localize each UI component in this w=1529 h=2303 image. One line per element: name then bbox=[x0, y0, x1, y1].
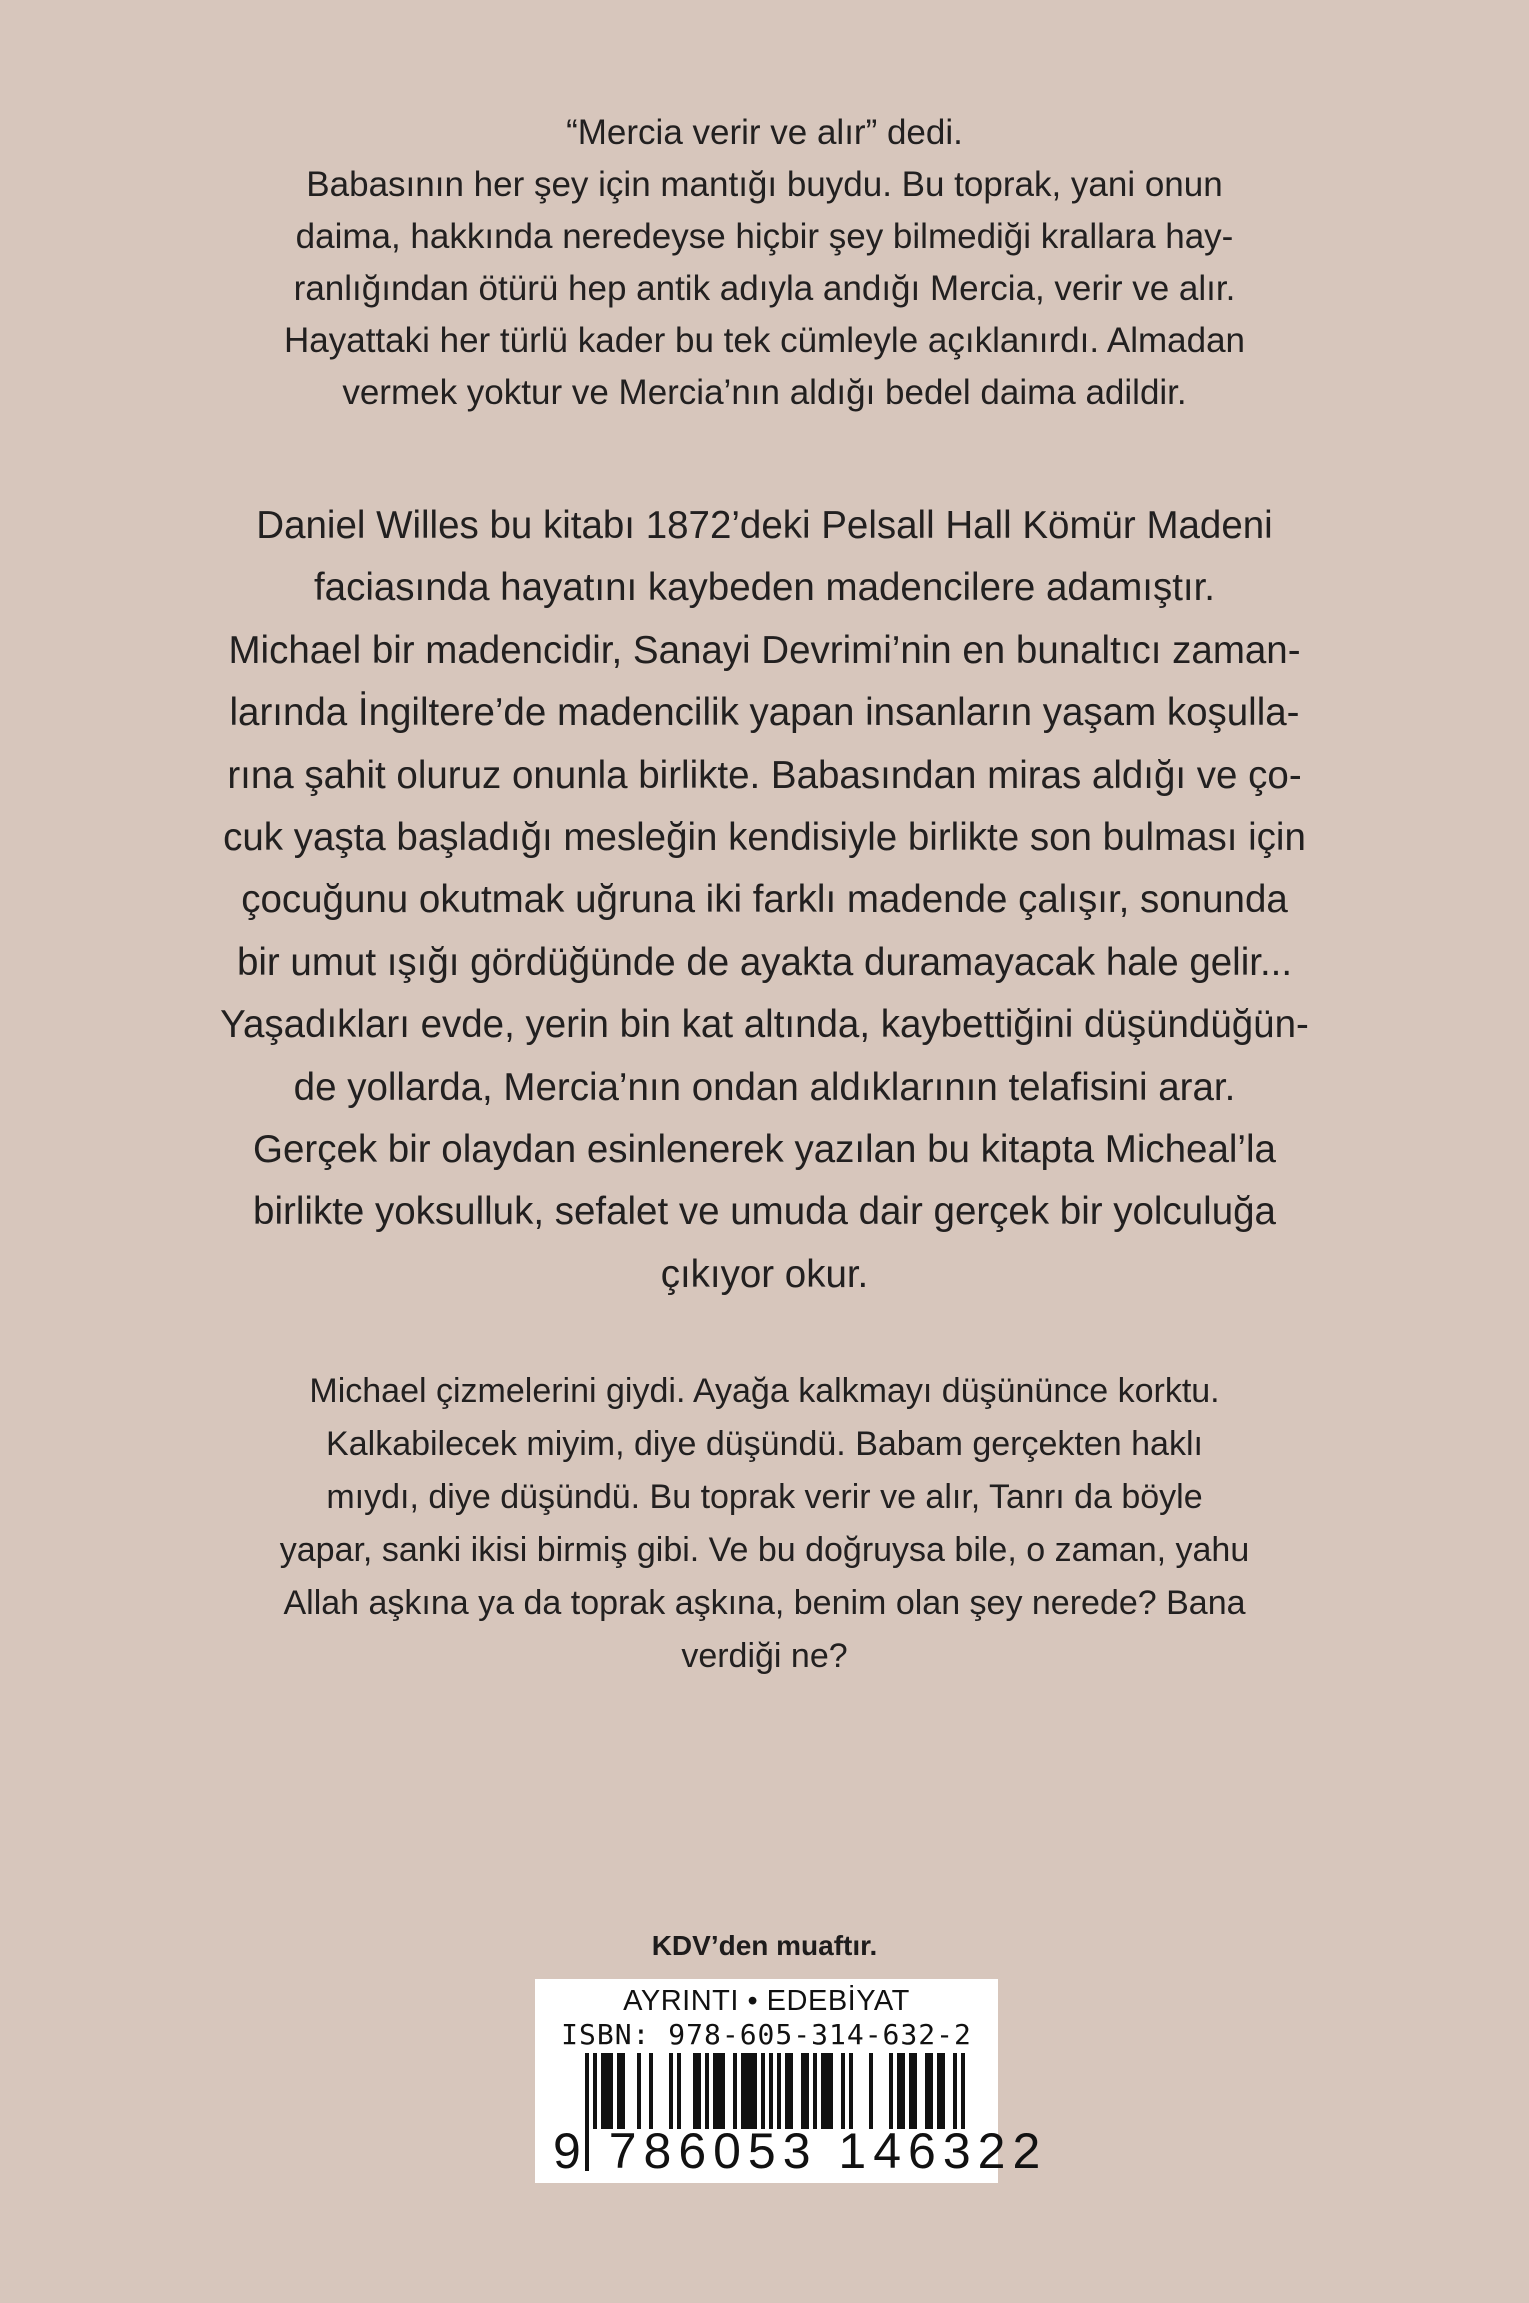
summary-line: çocuğunu okutmak uğruna iki farklı madende çalışır, sonunda bbox=[241, 878, 1288, 922]
excerpt-line: yapar, sanki ikisi birmiş gibi. Ve bu doğruysa bile, o zaman, yahu bbox=[279, 1531, 1250, 1569]
summary-line: Yaşadıkları evde, yerin bin kat altında, kaybettiğini düşündüğün- bbox=[220, 1003, 1309, 1047]
summary-line: bir umut ışığı gördüğünde de ayakta duramayacak hale gelir... bbox=[236, 940, 1293, 984]
barcode-bar bbox=[669, 2053, 673, 2131]
barcode-bar bbox=[929, 2053, 933, 2131]
barcode-bar bbox=[717, 2053, 721, 2131]
excerpt-line: Allah aşkına ya da toprak aşkına, benim olan şey nerede? Bana bbox=[283, 1584, 1246, 1622]
barcode-bar bbox=[705, 2053, 709, 2131]
barcode-bar bbox=[813, 2053, 817, 2131]
summary-line: birlikte yoksulluk, sefalet ve umuda dair gerçek bir yolculuğa bbox=[253, 1190, 1276, 1234]
summary-line: cuk yaşta başladığı mesleğin kendisiyle birlikte son bulması için bbox=[223, 816, 1306, 860]
barcode-bar bbox=[941, 2053, 945, 2131]
barcode-bar bbox=[901, 2053, 905, 2131]
barcode-bar bbox=[841, 2053, 845, 2131]
barcode-bar bbox=[825, 2053, 829, 2131]
barcode-bar bbox=[785, 2053, 789, 2131]
barcode-bar bbox=[617, 2053, 621, 2131]
barcode-bar bbox=[637, 2053, 641, 2131]
barcode-bar bbox=[649, 2053, 653, 2131]
quote-paragraph bbox=[0, 107, 1529, 419]
excerpt-paragraph bbox=[0, 1365, 1529, 1683]
barcode-bar bbox=[897, 2053, 901, 2131]
barcode-bar bbox=[677, 2053, 681, 2131]
publisher-series-label: AYRINTI • EDEBİYAT bbox=[623, 1985, 910, 2017]
barcode-bar bbox=[801, 2053, 805, 2131]
barcode-bar bbox=[909, 2053, 913, 2131]
barcode-bar bbox=[789, 2053, 793, 2131]
barcode-bar bbox=[913, 2053, 917, 2131]
barcode-bar bbox=[605, 2053, 609, 2131]
barcode-bar bbox=[609, 2053, 613, 2131]
barcode-digits: 9 786053 146322 bbox=[553, 2123, 1048, 2179]
barcode-bar bbox=[741, 2053, 745, 2131]
excerpt-line: mıydı, diye düşündü. Bu toprak verir ve alır, Tanrı da böyle bbox=[326, 1478, 1203, 1516]
summary-line: Michael bir madencidir, Sanayi Devrimi’nin en bunaltıcı zaman- bbox=[228, 628, 1301, 672]
barcode-bar bbox=[821, 2053, 825, 2131]
barcode-bar bbox=[621, 2053, 625, 2131]
summary-line: de yollarda, Mercia’nın ondan aldıklarının telafisini arar. bbox=[293, 1065, 1236, 1109]
barcode-bar bbox=[869, 2053, 873, 2131]
excerpt-line: verdiği ne? bbox=[681, 1637, 848, 1675]
barcode-bar bbox=[761, 2053, 765, 2131]
barcode-bar bbox=[601, 2053, 605, 2131]
barcode-bar bbox=[805, 2053, 809, 2131]
barcode-bar bbox=[745, 2053, 749, 2131]
quote-line: vermek yoktur ve Mercia’nın aldığı bedel daima adildir. bbox=[342, 373, 1187, 412]
barcode-bar bbox=[693, 2053, 697, 2131]
summary-line: Daniel Willes bu kitabı 1872’deki Pelsall Hall Kömür Madeni bbox=[256, 504, 1273, 547]
barcode-bar bbox=[753, 2053, 757, 2131]
barcode-bar bbox=[713, 2053, 717, 2131]
barcode-bar bbox=[829, 2053, 833, 2131]
quote-line: daima, hakkında neredeyse hiçbir şey bilmediği krallara hay- bbox=[295, 217, 1234, 256]
quote-line: Babasının her şey için mantığı buydu. Bu toprak, yani onun bbox=[306, 165, 1223, 204]
summary-line: larında İngiltere’de madencilik yapan insanların yaşam koşulla- bbox=[229, 691, 1300, 735]
barcode-panel bbox=[535, 1979, 1048, 2183]
quote-line: “Mercia verir ve alır” dedi. bbox=[566, 113, 963, 152]
barcode-bar bbox=[889, 2053, 893, 2131]
excerpt-line: Michael çizmelerini giydi. Ayağa kalkmayı düşününce korktu. bbox=[309, 1372, 1220, 1410]
barcode-bar bbox=[697, 2053, 701, 2131]
isbn-label: ISBN: 978-605-314-632-2 bbox=[561, 2018, 972, 2051]
barcode-bar bbox=[749, 2053, 753, 2131]
summary-line: Gerçek bir olaydan esinlenerek yazılan bu kitapta Micheal’la bbox=[253, 1128, 1276, 1172]
barcode-bar bbox=[937, 2053, 941, 2131]
excerpt-line: Kalkabilecek miyim, diye düşündü. Babam gerçekten haklı bbox=[326, 1425, 1203, 1463]
summary-line: çıkıyor okur. bbox=[660, 1252, 869, 1296]
barcode-bar bbox=[849, 2053, 853, 2131]
quote-line: Hayattaki her türlü kader bu tek cümleyle açıklanırdı. Almadan bbox=[283, 321, 1246, 360]
barcode-bar bbox=[721, 2053, 725, 2131]
summary-line: faciasında hayatını kaybeden madencilere adamıştır. bbox=[313, 566, 1215, 610]
quote-line: ranlığından ötürü hep antik adıyla andığı Mercia, verir ve alır. bbox=[293, 269, 1236, 308]
tax-exempt-note: KDV’den muaftır. bbox=[651, 1930, 878, 1961]
summary-line: rına şahit oluruz onunla birlikte. Babasından miras aldığı ve ço- bbox=[227, 753, 1302, 797]
barcode-bar bbox=[925, 2053, 929, 2131]
summary-paragraph bbox=[0, 495, 1529, 1306]
barcode-bar bbox=[733, 2053, 737, 2131]
